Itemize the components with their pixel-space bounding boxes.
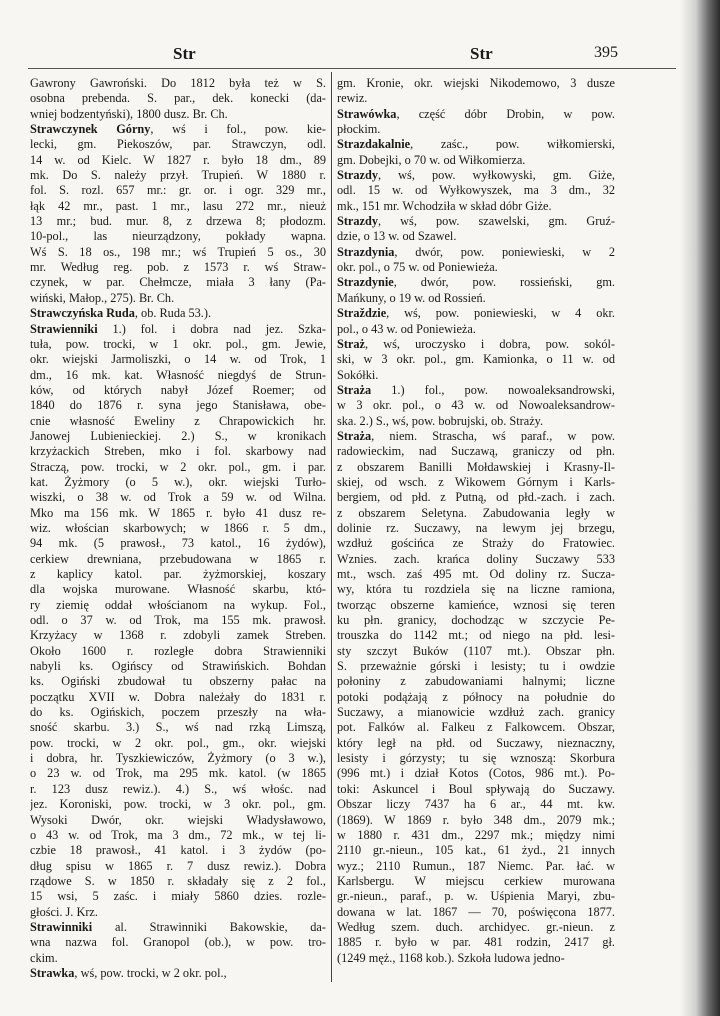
entry-headword: Strawczyńska Ruda bbox=[30, 306, 135, 321]
entry-headword: Strazdy bbox=[337, 214, 378, 229]
text-line: lesisty i górzysty; tu się wznoszą: Skorbura bbox=[337, 751, 615, 766]
text-line: Wś S. 18 os., 198 mr.; wś Trupień 5 os., 30 bbox=[30, 244, 326, 259]
text-line: rewiz. bbox=[337, 91, 368, 106]
entry-headword: Strazdynia bbox=[337, 244, 395, 259]
text-line: jez. Koroniski, pow. trocki, w 3 okr. pol., gm. bbox=[30, 797, 326, 812]
text-line: 14 w. od Kielc. W 1827 r. było 18 dm., 89 bbox=[30, 152, 326, 167]
text-line: Straczą, pow. trocki, w 2 okr. pol., gm. i par. bbox=[30, 459, 326, 474]
text-line: Strazdakalnie, zaśc., pow. wiłkomierski, bbox=[337, 137, 615, 152]
text-line: tuła, pow. trocki, w 1 okr. pol., gm. Jewie, bbox=[30, 336, 326, 351]
text-line: Strazdy, wś, pow. szawelski, gm. Gruź- bbox=[337, 214, 615, 229]
text-line: głości. J. Krz. bbox=[30, 904, 98, 919]
entry-headword: Strazdakalnie bbox=[337, 137, 411, 152]
text-line: do ks. Ogińskich, poczem przeszły na wła- bbox=[30, 705, 326, 720]
text-line: dla wojska murowane. Własność skarbu, któ- bbox=[30, 582, 326, 597]
text-line: pot. Falków al. Falkeu z Falkowcem. Obszar, bbox=[337, 720, 615, 735]
text-line: okr. pol., o 75 w. od Poniewieża. bbox=[337, 260, 498, 275]
text-line: dług spisu w 1865 r. 7 dusz rewiz.). Dobra bbox=[30, 858, 326, 873]
text-line: wyz.; 2110 Rumun., 187 Niemc. Par. łać. w bbox=[337, 858, 615, 873]
text-line: trouszka do 1142 mt.; od niego na płd. lesi- bbox=[337, 628, 615, 643]
text-line: Straża, niem. Strascha, wś paraf., w pow. bbox=[337, 428, 615, 443]
text-line: mk. Do S. należy przył. Trupień. W 1880 r. bbox=[30, 168, 326, 183]
text-line: nabyli ks. Ogińscy od Strawińskich. Bohdan bbox=[30, 659, 326, 674]
text-line: kat. Żyżmory (o 5 w.), okr. wiejski Turło- bbox=[30, 474, 326, 489]
text-line: w 1880 r. 431 dm., 2297 mk.; między nimi bbox=[337, 827, 615, 842]
text-line: Mańkuny, o 19 w. od Rossień. bbox=[337, 290, 486, 305]
entry-headword: Straża bbox=[337, 428, 372, 443]
text-line: ków, od których nabył Józef Roemer; od bbox=[30, 382, 326, 397]
header-rule bbox=[28, 68, 676, 69]
entry-headword: Strawinniki bbox=[30, 919, 93, 934]
text-line: 1885 r. było w par. 481 rodzin, 2417 gł. bbox=[337, 935, 615, 950]
page-edge-shadow bbox=[680, 0, 720, 1016]
text-line: 13 mr.; bud. mur. 8, z drzewa 8; płodozm. bbox=[30, 214, 326, 229]
text-line: początku XVII w. Dobra należały do 1831 r. bbox=[30, 689, 326, 704]
text-line: pow. trocki, w 2 okr. pol., gm., okr. wiejski bbox=[30, 735, 326, 750]
text-line: Wznies. zach. krańca doliny Suczawy 533 bbox=[337, 551, 615, 566]
text-line: z obszarem Banilli Mołdawskiej i Krasny-Il- bbox=[337, 459, 615, 474]
text-line: Janowej Lubienieckiej. 2.) S., w kronikach bbox=[30, 428, 326, 443]
entry-headword: Strawka bbox=[30, 965, 75, 980]
text-line: wiszki, o 38 w. od Trok a 59 w. od Wilna. bbox=[30, 490, 326, 505]
text-line: Strawinniki al. Strawinniki Bakowskie, da- bbox=[30, 919, 326, 934]
text-line: cerkiew drewniana, przebudowana w 1865 r. bbox=[30, 551, 326, 566]
text-line: lecki, gm. Piekoszów, par. Strawczyn, odl. bbox=[30, 137, 326, 152]
text-line: ckim. bbox=[30, 950, 58, 965]
text-line: gm. Dobejki, o 70 w. od Wiłkomierza. bbox=[337, 152, 526, 167]
text-line: tworząc obszerne kamieńce, wznosi się teren bbox=[337, 597, 615, 612]
text-line: z kaplicy katol. par. żyżmorskiej, koszary bbox=[30, 567, 326, 581]
text-line: Według szem. duch. archidyec. gr.-nieun. z bbox=[337, 919, 615, 934]
text-line: gr.-nieun., paraf., p. w. Uśpienia Maryi, zbu- bbox=[337, 889, 615, 904]
text-line: krzyżackich Streben, mko i fol. skarbowy nad bbox=[30, 444, 326, 459]
text-line: o 23 w. od Trok, ma 295 mk. katol. (w 1865 bbox=[30, 766, 326, 781]
text-line: mk., 151 mr. Wchodziła w skład dóbr Giże. bbox=[337, 198, 552, 213]
page-number: 395 bbox=[594, 44, 618, 61]
text-line: S. przeważnie górski i lesisty; tu i owdzie bbox=[337, 659, 615, 674]
text-line: wniej bodzentyński), 1800 dusz. Br. Ch. bbox=[30, 106, 228, 121]
text-line: bergiem, od płd. z Putną, od płd.-zach. i zach. bbox=[337, 490, 615, 505]
entry-headword: Straż bbox=[337, 336, 365, 351]
text-line: rządowe S. w 1850 r. składały się z 2 fol., bbox=[30, 873, 326, 888]
entry-headword: Strawienniki bbox=[30, 321, 98, 336]
text-line: z obszarem Seletyna. Zabudowania legły w bbox=[337, 505, 615, 520]
text-line: w 3 okr. pol., o 43 w. od Nowoaleksandrow- bbox=[337, 398, 615, 413]
text-line: Strawka, wś, pow. trocki, w 2 okr. pol., bbox=[30, 965, 227, 980]
text-line: potoki podążają z północy na południe do bbox=[337, 689, 615, 704]
text-line: Karlsbergu. W miejscu cerkiew murowana bbox=[337, 873, 615, 888]
text-line: osobna prebenda. S. par., dek. konecki (da- bbox=[30, 91, 326, 106]
text-line: mt., wsch. zaś 495 mt. Od doliny rz. Sucza- bbox=[337, 567, 615, 581]
text-line: Wysoki Dwór, okr. wiejski Władysławowo, bbox=[30, 812, 326, 827]
text-line: Strawczynek Górny, wś i fol., pow. kie- bbox=[30, 122, 326, 137]
text-line: który legł na płd. od Suczawy, nieznaczny, bbox=[337, 735, 615, 750]
text-line: Około 1600 r. rozległe dobra Strawienniki bbox=[30, 643, 326, 658]
text-line: czbie 18 prawosł., 41 katol. i 3 żydów (po- bbox=[30, 843, 326, 858]
text-line: (1249 męż., 1168 kob.). Szkoła ludowa jedno- bbox=[337, 950, 565, 965]
text-line: fol. S. rozl. 657 mr.: gr. or. i ogr. 329 mr., bbox=[30, 183, 326, 198]
text-line: sność skarbu. 3.) S., wś nad rzką Limszą, bbox=[30, 720, 326, 735]
text-line: Strazdynia, dwór, pow. poniewieski, w 2 bbox=[337, 244, 615, 259]
text-line: ska. 2.) S., wś, pow. bobrujski, ob. Straży. bbox=[337, 413, 544, 428]
text-line: czynek, w par. Chełmcze, miała 3 łany (Pa- bbox=[30, 275, 326, 290]
text-line: wiz. włościan skarbowych; w 1866 r. 5 dm., bbox=[30, 520, 326, 535]
text-line: odl. 15 w. od Wyłkowyszek, ma 3 dm., 32 bbox=[337, 183, 615, 198]
text-line: wiński, Małop., 275). Br. Ch. bbox=[30, 290, 175, 305]
text-line: dowana w lat. 1867 — 70, poświęcona 1877. bbox=[337, 904, 615, 919]
text-line: Straż, wś, uroczysko i dobra, pow. sokól- bbox=[337, 336, 615, 351]
text-line: wzdłuż gościńca ze Straży do Fratowiec. bbox=[337, 536, 615, 551]
text-line: odl. o 37 w. od Trok, ma 155 mk. prawosł. bbox=[30, 613, 326, 628]
text-line: (996 mt.) i dział Kotos (Cotos, 986 mt.). Po- bbox=[337, 766, 615, 781]
entry-headword: Strawówka bbox=[337, 106, 397, 121]
text-line: wy, która tu rozdziela się na liczne ramiona, bbox=[337, 582, 615, 597]
text-line: Mko ma 156 mk. W 1865 r. było 41 dusz re- bbox=[30, 505, 326, 520]
column-divider bbox=[331, 72, 332, 982]
running-head-right: Str bbox=[470, 44, 493, 63]
text-line: skiej, od wsch. z Wikowem Górnym i Karls- bbox=[337, 474, 615, 489]
text-line: Suczawy, a mianowicie wzdłuż zach. granicy bbox=[337, 705, 615, 720]
text-line: Strawczyńska Ruda, ob. Ruda 53.). bbox=[30, 306, 212, 321]
text-line: okr. wiejski Jarmoliszki, o 14 w. od Trok, 1 bbox=[30, 352, 326, 367]
text-line: (1869). W 1869 r. było 348 dm., 2079 mk.; bbox=[337, 812, 615, 827]
right-column bbox=[337, 76, 615, 966]
text-line: łąk 42 mr., past. 1 mr., lasu 272 mr., nieuż bbox=[30, 198, 326, 213]
entry-headword: Strawczynek Górny bbox=[30, 122, 151, 137]
text-line: Gawrony Gawroński. Do 1812 była też w S. bbox=[30, 76, 326, 90]
text-line: pol., o 43 w. od Poniewieża. bbox=[337, 321, 476, 336]
text-line: r. 123 dusz rewiz.). 4.) S., wś włośc. nad bbox=[30, 781, 326, 796]
text-line: o 43 w. od Trok, ma 3 dm., 72 mk., w tej li- bbox=[30, 827, 326, 842]
text-line: 10-pol., las nieurządzony, pokłady wapna. bbox=[30, 229, 326, 244]
text-line: wna nazwa fol. Granopol (ob.), w pow. tro- bbox=[30, 935, 326, 950]
text-line: Strawówka, część dóbr Drobin, w pow. bbox=[337, 106, 615, 121]
text-line: dm., 16 mk. kat. Własność niegdyś de Strun- bbox=[30, 367, 326, 382]
text-line: Krzyżacy w 1368 r. zdobyli zamek Streben. bbox=[30, 628, 326, 643]
text-line: Strawienniki 1.) fol. i dobra nad jez. Szka- bbox=[30, 321, 326, 336]
text-line: Obszar liczy 7437 ha 6 ar., 44 mt. kw. bbox=[337, 797, 615, 812]
text-line: radowieckim, nad Suczawą, graniczy od płn. bbox=[337, 444, 615, 459]
text-line: toki: Askuncel i Boul spływają do Suczawy. bbox=[337, 781, 615, 796]
text-line: Sokółki. bbox=[337, 367, 379, 382]
text-line: ski, w 3 okr. pol., gm. Kamionka, o 11 w. od bbox=[337, 352, 615, 367]
text-line: Straża 1.) fol., pow. nowoaleksandrowski, bbox=[337, 382, 615, 397]
left-column bbox=[30, 76, 326, 981]
text-line: i dobra, hr. Tyszkiewiczów, Żyżmory (o 3 w.), bbox=[30, 751, 326, 766]
entry-headword: Strazdy bbox=[337, 168, 378, 183]
text-line: 1840 do 1876 r. syna jego Stanisława, obe- bbox=[30, 398, 326, 413]
text-line: dzie, o 13 w. od Szawel. bbox=[337, 229, 457, 244]
entry-headword: Straża bbox=[337, 382, 372, 397]
text-line: Strazdy, wś, pow. wyłkowyski, gm. Giże, bbox=[337, 168, 615, 183]
text-line: mr. Według reg. pob. z 1573 r. wś Straw- bbox=[30, 260, 326, 275]
text-line: ku płn. granicy, dochodząc w szczycie Pe- bbox=[337, 613, 615, 628]
text-line: dolinie rz. Suczawy, na lewym jej brzegu, bbox=[337, 520, 615, 535]
text-line: ry ziemię oddał włościanom na wykup. Fol., bbox=[30, 597, 326, 612]
entry-headword: Straždzie bbox=[337, 306, 387, 321]
text-line: cnie własność Eweliny z Chrapowickich hr. bbox=[30, 413, 326, 428]
text-line: ks. Ogiński zbudował tu obszerny pałac na bbox=[30, 674, 326, 689]
text-line: Straždzie, wś, pow. poniewieski, w 4 okr. bbox=[337, 306, 615, 321]
text-line: połoniny z zabudowaniami halnymi; liczne bbox=[337, 674, 615, 689]
text-line: płockim. bbox=[337, 122, 381, 137]
text-line: sty szczyt Buków (1107 mt.). Obszar płn. bbox=[337, 643, 615, 658]
text-line: 15 wsi, 5 zaśc. i miały 5860 dzies. rozle- bbox=[30, 889, 326, 904]
text-line: 94 mk. (5 prawosł., 73 katol., 16 żydów), bbox=[30, 536, 326, 551]
running-head-left: Str bbox=[173, 44, 196, 63]
entry-headword: Strazdynie bbox=[337, 275, 394, 290]
text-line: 2110 gr.-nieun., 105 kat., 61 żyd., 21 innych bbox=[337, 843, 615, 858]
text-line: gm. Kronie, okr. wiejski Nikodemowo, 3 dusze bbox=[337, 76, 615, 90]
text-line: Strazdynie, dwór, pow. rossieński, gm. bbox=[337, 275, 615, 290]
